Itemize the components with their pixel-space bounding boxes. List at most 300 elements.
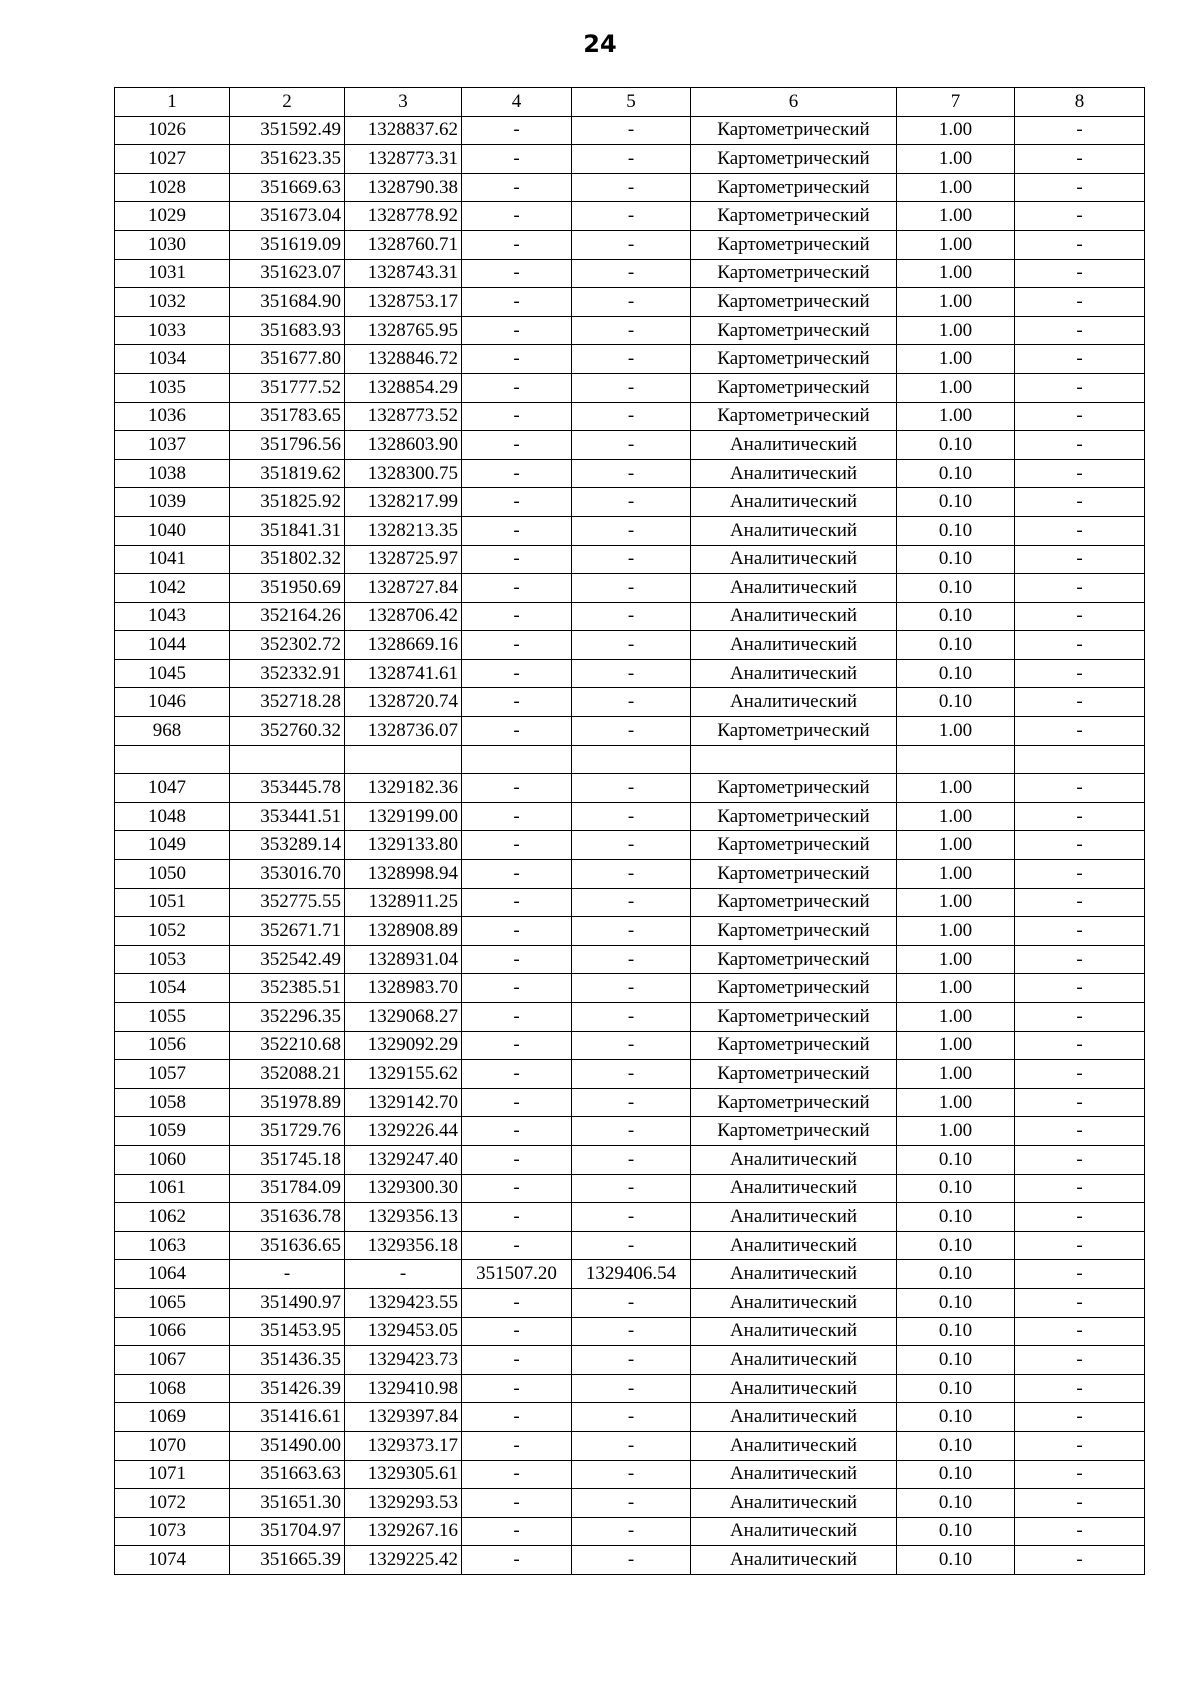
cell-x-coordinate: 351796.56 [230,431,345,460]
cell-x-alt-coordinate: - [462,345,572,374]
column-header-7: 7 [897,88,1015,117]
cell-method: Картометрический [691,888,897,917]
cell-y-coordinate: 1328773.31 [345,145,462,174]
table-row [115,574,1145,603]
cell-y-alt-coordinate: - [572,1003,691,1032]
cell-y-alt-coordinate: - [572,1145,691,1174]
cell-x-coordinate: 351436.35 [230,1346,345,1375]
cell-y-alt-coordinate: - [572,1288,691,1317]
table-row [115,1003,1145,1032]
table-row [115,974,1145,1003]
cell-point-number: 1054 [115,974,230,1003]
cell-method: Картометрический [691,974,897,1003]
table-row [115,1203,1145,1232]
cell-y-coordinate: 1328669.16 [345,631,462,660]
cell-accuracy: 0.10 [897,1145,1015,1174]
cell-point-number: 1033 [115,316,230,345]
cell-note: - [1015,1117,1145,1146]
cell-y-coordinate: 1329092.29 [345,1031,462,1060]
column-header-1: 1 [115,88,230,117]
cell-x-coordinate: 351683.93 [230,316,345,345]
cell-y-alt-coordinate: - [572,488,691,517]
cell-y-coordinate: 1328743.31 [345,259,462,288]
table-row [115,1231,1145,1260]
cell-y-coordinate: 1329199.00 [345,802,462,831]
cell-x-coordinate: 351636.65 [230,1231,345,1260]
cell-y-alt-coordinate: - [572,1374,691,1403]
cell-method: Аналитический [691,688,897,717]
cell-note: - [1015,917,1145,946]
cell-accuracy: 0.10 [897,431,1015,460]
table-row [115,917,1145,946]
cell-point-number: 1063 [115,1231,230,1260]
cell-point-number: 1047 [115,774,230,803]
cell-note: - [1015,1489,1145,1518]
table-row [115,1546,1145,1575]
cell-method: Аналитический [691,431,897,460]
cell-note: - [1015,945,1145,974]
cell-y-alt-coordinate: - [572,802,691,831]
cell-y-alt-coordinate: - [572,602,691,631]
cell-accuracy: 1.00 [897,1117,1015,1146]
cell-y-coordinate: 1329293.53 [345,1489,462,1518]
cell-x-coordinate: 351819.62 [230,459,345,488]
cell-point-number: 1053 [115,945,230,974]
cell-y-coordinate: 1328908.89 [345,917,462,946]
cell-accuracy: 1.00 [897,1060,1015,1089]
cell-x-coordinate: 352332.91 [230,659,345,688]
table-row [115,1174,1145,1203]
cell-point-number: 1038 [115,459,230,488]
cell-note: - [1015,1374,1145,1403]
cell-note: - [1015,288,1145,317]
cell-point-number: 1067 [115,1346,230,1375]
cell-x-coordinate: 351416.61 [230,1403,345,1432]
cell-note: - [1015,1174,1145,1203]
cell-point-number: 1069 [115,1403,230,1432]
cell-accuracy: 1.00 [897,802,1015,831]
cell-method: Картометрический [691,173,897,202]
cell-x-coordinate: 353016.70 [230,860,345,889]
cell-note: - [1015,1317,1145,1346]
cell-method: Аналитический [691,631,897,660]
cell-x-alt-coordinate [462,745,572,774]
cell-y-alt-coordinate: - [572,659,691,688]
cell-x-alt-coordinate: - [462,459,572,488]
cell-y-alt-coordinate: - [572,1060,691,1089]
cell-method: Картометрический [691,345,897,374]
cell-note: - [1015,974,1145,1003]
cell-y-alt-coordinate: - [572,1031,691,1060]
table-row [115,459,1145,488]
cell-y-alt-coordinate: - [572,1317,691,1346]
cell-point-number: 1051 [115,888,230,917]
cell-point-number: 1049 [115,831,230,860]
cell-x-coordinate: 351623.35 [230,145,345,174]
cell-accuracy: 1.00 [897,1003,1015,1032]
cell-y-alt-coordinate: 1329406.54 [572,1260,691,1289]
cell-x-coordinate: 351825.92 [230,488,345,517]
cell-x-alt-coordinate: - [462,1546,572,1575]
cell-accuracy: 1.00 [897,316,1015,345]
cell-accuracy: 0.10 [897,1346,1015,1375]
cell-y-coordinate: 1328213.35 [345,516,462,545]
table-row [115,1374,1145,1403]
cell-y-alt-coordinate: - [572,402,691,431]
table-row [115,1145,1145,1174]
cell-y-coordinate: 1328911.25 [345,888,462,917]
cell-x-coordinate: 351802.32 [230,545,345,574]
cell-x-alt-coordinate: - [462,917,572,946]
cell-method: Картометрический [691,373,897,402]
cell-note: - [1015,1546,1145,1575]
cell-accuracy: 1.00 [897,259,1015,288]
cell-accuracy: 1.00 [897,888,1015,917]
cell-note: - [1015,145,1145,174]
cell-point-number: 1057 [115,1060,230,1089]
cell-accuracy: 0.10 [897,602,1015,631]
cell-x-coordinate: 351783.65 [230,402,345,431]
cell-method: Картометрический [691,860,897,889]
cell-method: Картометрический [691,917,897,946]
cell-y-coordinate: 1329356.13 [345,1203,462,1232]
column-header-6: 6 [691,88,897,117]
cell-accuracy: 1.00 [897,831,1015,860]
cell-point-number: 968 [115,717,230,746]
table-row [115,860,1145,889]
cell-y-alt-coordinate: - [572,974,691,1003]
cell-x-alt-coordinate: - [462,1431,572,1460]
cell-x-alt-coordinate: - [462,116,572,145]
cell-point-number: 1062 [115,1203,230,1232]
cell-accuracy: 1.00 [897,945,1015,974]
cell-method: Аналитический [691,1517,897,1546]
cell-method: Аналитический [691,516,897,545]
cell-x-alt-coordinate: - [462,402,572,431]
cell-x-alt-coordinate: - [462,602,572,631]
cell-accuracy: 0.10 [897,631,1015,660]
cell-accuracy: 1.00 [897,860,1015,889]
cell-method: Картометрический [691,1031,897,1060]
cell-method: Аналитический [691,1317,897,1346]
cell-x-alt-coordinate: - [462,431,572,460]
cell-note: - [1015,545,1145,574]
table-row [115,1260,1145,1289]
cell-x-coordinate: 351663.63 [230,1460,345,1489]
table-row [115,288,1145,317]
cell-x-alt-coordinate: - [462,1346,572,1375]
cell-method: Аналитический [691,1231,897,1260]
cell-y-alt-coordinate: - [572,116,691,145]
cell-x-coordinate: 352542.49 [230,945,345,974]
cell-y-alt-coordinate: - [572,1489,691,1518]
cell-y-alt-coordinate: - [572,259,691,288]
cell-x-coordinate: 352088.21 [230,1060,345,1089]
cell-note: - [1015,1145,1145,1174]
table-row [115,1288,1145,1317]
cell-x-coordinate [230,745,345,774]
cell-y-alt-coordinate: - [572,1403,691,1432]
cell-x-alt-coordinate: - [462,1031,572,1060]
cell-point-number: 1031 [115,259,230,288]
cell-method: Картометрический [691,288,897,317]
table-row [115,1460,1145,1489]
cell-point-number: 1061 [115,1174,230,1203]
table-row [115,1431,1145,1460]
cell-point-number: 1060 [115,1145,230,1174]
cell-x-alt-coordinate: - [462,259,572,288]
cell-x-alt-coordinate: 351507.20 [462,1260,572,1289]
cell-y-coordinate: 1329133.80 [345,831,462,860]
cell-accuracy: 0.10 [897,1260,1015,1289]
cell-y-coordinate: 1328727.84 [345,574,462,603]
cell-x-alt-coordinate: - [462,860,572,889]
cell-x-coordinate: 351619.09 [230,230,345,259]
cell-method: Картометрический [691,1117,897,1146]
table-row [115,316,1145,345]
cell-x-coordinate: 351745.18 [230,1145,345,1174]
cell-x-coordinate: 352671.71 [230,917,345,946]
cell-y-coordinate: 1328741.61 [345,659,462,688]
table-row [115,1317,1145,1346]
cell-y-coordinate: 1329423.73 [345,1346,462,1375]
cell-accuracy: 1.00 [897,1031,1015,1060]
cell-method: Аналитический [691,1145,897,1174]
cell-method: Аналитический [691,1431,897,1460]
cell-x-alt-coordinate: - [462,202,572,231]
cell-y-coordinate: 1328773.52 [345,402,462,431]
cell-x-coordinate: 351673.04 [230,202,345,231]
cell-method: Картометрический [691,230,897,259]
cell-method: Аналитический [691,1403,897,1432]
cell-point-number: 1050 [115,860,230,889]
cell-accuracy: 0.10 [897,545,1015,574]
cell-note: - [1015,1460,1145,1489]
cell-x-alt-coordinate: - [462,1460,572,1489]
cell-accuracy: 1.00 [897,202,1015,231]
cell-method: Аналитический [691,1489,897,1518]
cell-accuracy: 1.00 [897,974,1015,1003]
cell-accuracy: 0.10 [897,488,1015,517]
cell-x-coordinate: 351651.30 [230,1489,345,1518]
cell-method: Аналитический [691,1203,897,1232]
cell-y-alt-coordinate: - [572,516,691,545]
cell-x-alt-coordinate: - [462,1203,572,1232]
cell-accuracy: 1.00 [897,173,1015,202]
cell-method: Картометрический [691,1088,897,1117]
column-header-5: 5 [572,88,691,117]
cell-x-alt-coordinate: - [462,1517,572,1546]
cell-method: Аналитический [691,488,897,517]
cell-y-alt-coordinate: - [572,717,691,746]
cell-accuracy [897,745,1015,774]
cell-method: Картометрический [691,831,897,860]
cell-y-alt-coordinate: - [572,888,691,917]
cell-method: Аналитический [691,574,897,603]
cell-point-number: 1048 [115,802,230,831]
cell-x-coordinate: 351950.69 [230,574,345,603]
cell-x-alt-coordinate: - [462,516,572,545]
cell-point-number: 1072 [115,1489,230,1518]
cell-y-coordinate: 1328854.29 [345,373,462,402]
table-row [115,173,1145,202]
cell-y-alt-coordinate: - [572,431,691,460]
cell-method: Картометрический [691,1003,897,1032]
cell-point-number: 1027 [115,145,230,174]
table-row [115,1060,1145,1089]
cell-x-alt-coordinate: - [462,802,572,831]
cell-point-number: 1065 [115,1288,230,1317]
cell-point-number: 1034 [115,345,230,374]
cell-accuracy: 1.00 [897,145,1015,174]
cell-x-alt-coordinate: - [462,1003,572,1032]
cell-method: Картометрический [691,202,897,231]
table-row [115,202,1145,231]
cell-x-coordinate: 352164.26 [230,602,345,631]
cell-x-alt-coordinate: - [462,373,572,402]
cell-point-number: 1039 [115,488,230,517]
table-body [115,116,1145,1574]
cell-note: - [1015,1346,1145,1375]
cell-y-coordinate: 1328725.97 [345,545,462,574]
cell-y-alt-coordinate: - [572,831,691,860]
cell-note: - [1015,1517,1145,1546]
cell-method: Картометрический [691,774,897,803]
cell-x-coordinate: 351453.95 [230,1317,345,1346]
cell-accuracy: 0.10 [897,659,1015,688]
cell-note: - [1015,1031,1145,1060]
cell-note: - [1015,1060,1145,1089]
cell-point-number: 1071 [115,1460,230,1489]
cell-accuracy: 0.10 [897,1460,1015,1489]
cell-note: - [1015,1203,1145,1232]
cell-note: - [1015,831,1145,860]
cell-method: Аналитический [691,1174,897,1203]
cell-method: Картометрический [691,316,897,345]
cell-accuracy: 0.10 [897,1288,1015,1317]
cell-x-coordinate: 351978.89 [230,1088,345,1117]
cell-accuracy: 1.00 [897,373,1015,402]
cell-method: Аналитический [691,1260,897,1289]
cell-method: Картометрический [691,717,897,746]
cell-y-alt-coordinate: - [572,1546,691,1575]
table-row [115,402,1145,431]
cell-method: Аналитический [691,659,897,688]
cell-point-number: 1026 [115,116,230,145]
cell-note: - [1015,631,1145,660]
cell-x-alt-coordinate: - [462,1288,572,1317]
cell-y-coordinate: 1329300.30 [345,1174,462,1203]
cell-y-coordinate: 1328837.62 [345,116,462,145]
cell-accuracy: 0.10 [897,1174,1015,1203]
cell-accuracy: 0.10 [897,516,1015,545]
cell-method: Картометрический [691,1060,897,1089]
cell-accuracy: 0.10 [897,1403,1015,1432]
cell-x-alt-coordinate: - [462,1088,572,1117]
cell-x-alt-coordinate: - [462,1174,572,1203]
cell-note: - [1015,431,1145,460]
cell-x-alt-coordinate: - [462,631,572,660]
cell-note: - [1015,888,1145,917]
table-row [115,116,1145,145]
cell-note: - [1015,116,1145,145]
cell-note: - [1015,173,1145,202]
cell-x-coordinate: 351490.00 [230,1431,345,1460]
cell-y-coordinate: 1328753.17 [345,288,462,317]
table-row [115,831,1145,860]
cell-y-coordinate: 1328300.75 [345,459,462,488]
cell-method: Картометрический [691,802,897,831]
cell-y-coordinate: 1328983.70 [345,974,462,1003]
cell-y-alt-coordinate: - [572,1088,691,1117]
cell-y-coordinate: 1329068.27 [345,1003,462,1032]
cell-y-coordinate: 1328846.72 [345,345,462,374]
cell-x-coordinate: 353289.14 [230,831,345,860]
cell-method: Аналитический [691,459,897,488]
cell-point-number: 1046 [115,688,230,717]
cell-point-number: 1040 [115,516,230,545]
cell-point-number: 1056 [115,1031,230,1060]
cell-x-coordinate: 351490.97 [230,1288,345,1317]
column-header-3: 3 [345,88,462,117]
cell-x-coordinate: 352718.28 [230,688,345,717]
cell-note: - [1015,717,1145,746]
cell-x-alt-coordinate: - [462,888,572,917]
cell-x-alt-coordinate: - [462,974,572,1003]
cell-y-alt-coordinate: - [572,288,691,317]
cell-y-alt-coordinate: - [572,945,691,974]
cell-point-number: 1070 [115,1431,230,1460]
cell-point-number: 1035 [115,373,230,402]
cell-x-alt-coordinate: - [462,831,572,860]
cell-y-coordinate: 1328931.04 [345,945,462,974]
cell-y-coordinate: 1329182.36 [345,774,462,803]
table-row [115,602,1145,631]
cell-y-coordinate: 1329373.17 [345,1431,462,1460]
cell-x-coordinate: 352760.32 [230,717,345,746]
cell-y-alt-coordinate: - [572,459,691,488]
cell-y-alt-coordinate: - [572,1460,691,1489]
cell-point-number: 1042 [115,574,230,603]
cell-x-alt-coordinate: - [462,316,572,345]
cell-accuracy: 0.10 [897,1203,1015,1232]
cell-y-alt-coordinate: - [572,774,691,803]
column-header-4: 4 [462,88,572,117]
cell-y-alt-coordinate: - [572,173,691,202]
cell-note: - [1015,659,1145,688]
cell-accuracy: 1.00 [897,230,1015,259]
cell-y-alt-coordinate: - [572,1117,691,1146]
cell-y-coordinate: 1329247.40 [345,1145,462,1174]
cell-method: Картометрический [691,945,897,974]
table-row [115,1117,1145,1146]
cell-x-coordinate: 351841.31 [230,516,345,545]
cell-accuracy: 1.00 [897,116,1015,145]
cell-x-alt-coordinate: - [462,1060,572,1089]
cell-y-coordinate: 1328217.99 [345,488,462,517]
cell-x-alt-coordinate: - [462,1489,572,1518]
cell-x-alt-coordinate: - [462,688,572,717]
cell-note: - [1015,1431,1145,1460]
cell-point-number: 1064 [115,1260,230,1289]
cell-point-number: 1055 [115,1003,230,1032]
cell-point-number: 1059 [115,1117,230,1146]
cell-x-coordinate: 351784.09 [230,1174,345,1203]
cell-note: - [1015,259,1145,288]
table-row [115,145,1145,174]
cell-accuracy: 1.00 [897,345,1015,374]
column-header-8: 8 [1015,88,1145,117]
